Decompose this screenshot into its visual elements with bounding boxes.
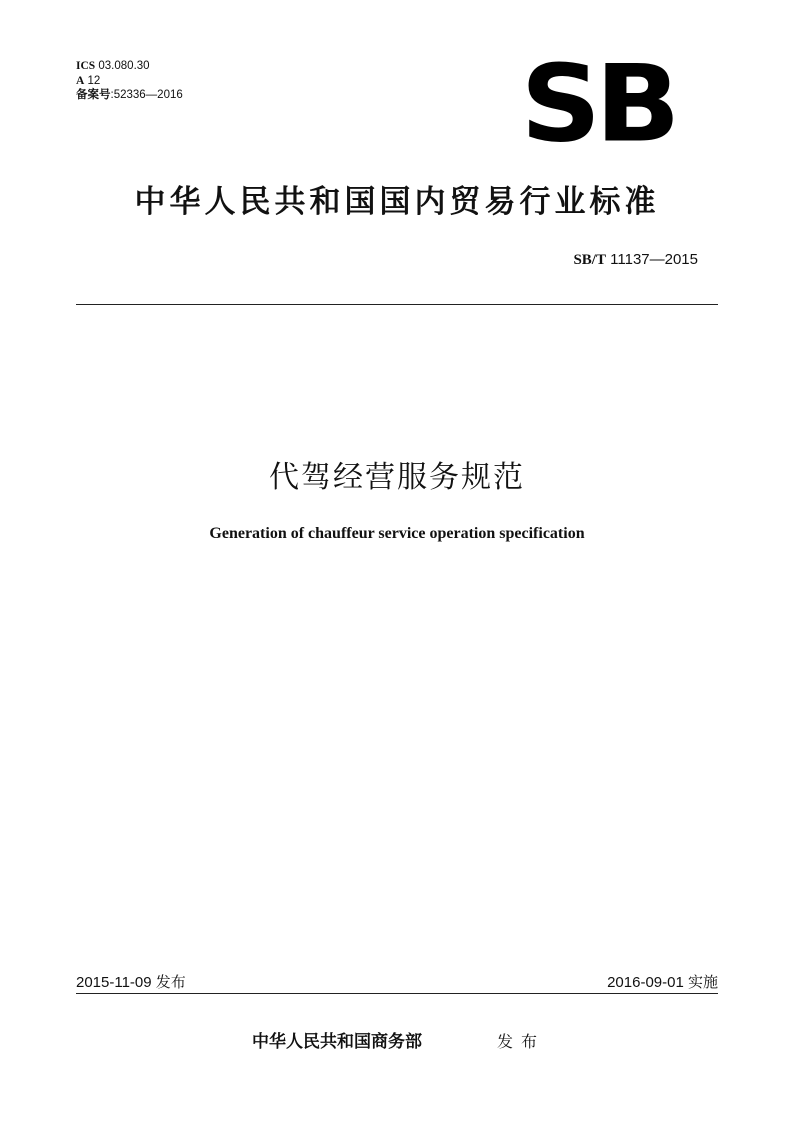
standard-code: 11137—2015 — [610, 251, 698, 268]
ccs-label: A — [76, 74, 85, 87]
chinese-title: 代驾经营服务规范 — [269, 460, 525, 495]
standard-prefix: SB/T — [573, 252, 606, 268]
ccs-row — [76, 74, 183, 89]
standard-number — [573, 251, 698, 269]
top-divider — [76, 304, 718, 305]
classification-block — [76, 59, 183, 103]
publisher-name: 中华人民共和国商务部 — [252, 1032, 422, 1052]
issue-label: 发布 — [155, 974, 186, 991]
effective-label: 实施 — [687, 974, 718, 991]
issue-date: 2015-11-09 — [76, 974, 152, 991]
publish-label: 发布 — [497, 1032, 546, 1051]
english-title: Generation of chauffeur service operation specification — [209, 525, 585, 542]
ccs-value: 12 — [87, 74, 101, 87]
issue-date-line — [76, 971, 186, 992]
record-label: 备案号 — [76, 89, 111, 101]
record-colon: : — [110, 89, 114, 101]
effective-date-line — [607, 971, 718, 992]
sb-logo: SB — [520, 42, 675, 167]
ics-value: 03.080.30 — [98, 60, 150, 72]
record-value: 52336—2016 — [113, 89, 183, 101]
ics-row — [76, 59, 183, 74]
effective-date: 2016-09-01 — [607, 974, 684, 991]
record-row — [76, 88, 183, 103]
ics-label: ICS — [76, 60, 96, 72]
industry-standard-title: 中华人民共和国国内贸易行业标准 — [134, 184, 660, 220]
bottom-divider — [76, 993, 718, 994]
